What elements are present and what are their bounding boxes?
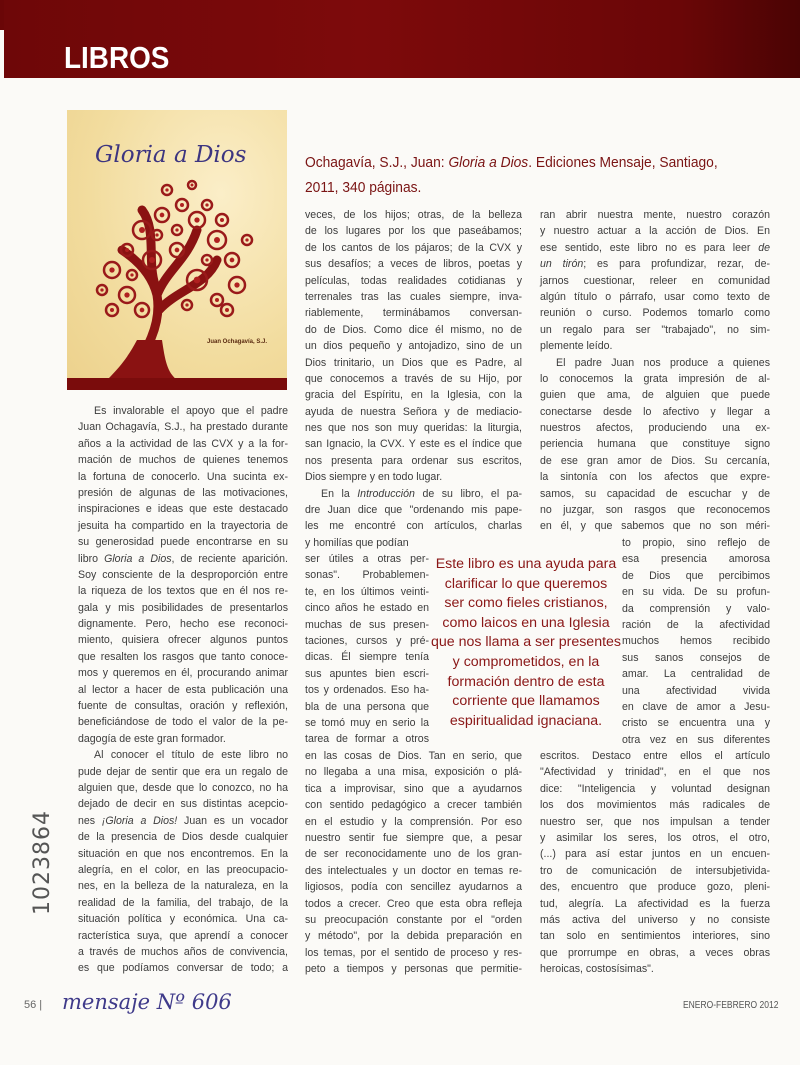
text-line: los temas, por el sentido de proceso y res- [305,946,522,959]
text-line: que prorrumpe en obras, a veces obras [540,946,770,959]
text-line: ran abrir nuestra mente, nuestro corazón [540,209,770,221]
citation-year-pages: 2011, 340 páginas. [305,179,422,196]
text-line: no llegaba a una misa, exposición o plá- [305,766,522,779]
tree-blossom-center-icon [100,288,103,291]
text-line: sus desafíos; a veces de libros, poetas y [305,258,522,271]
text-line: la sintonía con los afectos que expre- [540,471,770,484]
tree-blossom-center-icon [214,237,220,243]
tree-blossom-center-icon [180,203,184,207]
text-line: nes que nos son muy queridas: la liturgia, [305,422,522,435]
citation-title: Gloria a Dios [448,154,529,171]
text-line: plemente leído. [540,340,613,353]
text-line: de ser reconocidamente uno de los gran- [305,848,522,861]
text-line: y asimilar los seres, los otros, el otro, [540,831,770,844]
text-line: un regalo para ser "trabajado", no sim- [540,323,770,336]
text-line: dre Juan dice que "ordenando mis pape- [305,504,522,517]
text-line: nuestro ser, que nos impulsan a tender [540,815,770,828]
pull-quote-line: y comprometidos, en la [452,653,600,670]
text-line: pude dejar de sentir que era un regalo de [78,765,288,778]
text-line: y homilías que podían [305,536,409,549]
text-line: cinco años he estado en [305,602,429,615]
text-line: El padre Juan nos produce a quienes [556,356,770,369]
text-line: veces, de los hijos; otras, de la belleza [305,209,522,221]
text-line: algún título o párrafo, usar como texto de [540,290,770,303]
page-number: 56 | [24,999,43,1011]
text-line: dignamente. Pero, hecho ese reconoci- [78,618,288,631]
text-line: conectarse desde lo afectivo y llegar a [540,405,770,418]
text-line: de la presencia de Dios desde cualquier [78,831,288,844]
text-line: En la Introducción de su libro, el pa- [321,487,522,500]
text-line: otra vez en sus diferentes [622,733,770,746]
text-line: un tirón; es para profundizar, rezar, de- [540,258,770,271]
text-line: que resalten los rasgos que tanto conoce- [78,650,288,663]
text-line: con sentido pedagógico a crecer también [305,799,522,812]
pull-quote-line: espiritualidad ignaciana. [449,712,603,729]
cover-author: Juan Ochagavía, S.J. [207,339,268,345]
text-line: dicas. Él siempre tenía [305,651,429,664]
text-line: la riqueza de los textos que en él nos re- [78,585,288,598]
tree-blossom-center-icon [155,233,158,236]
text-line: periencia humana que constituye signo [540,438,770,451]
text-line: situación en que nos encontremos. En la [78,847,288,860]
book-citation [305,150,737,200]
text-line: muchos hemos recibido [622,635,770,648]
text-line: dejado de decir en sus distintas acepcio- [78,798,288,811]
article-column-2-narrow [305,551,429,748]
text-line: sus sanos consejos de [622,651,770,664]
tree-blossom-center-icon [225,308,229,312]
text-line: la fortuna de conocerlo. Una sucinta ex- [78,470,288,483]
text-line: samos, su capacidad de escuchar y de [540,487,770,500]
text-line: peto a tiempos y personas que permitie- [305,963,522,976]
text-line: alegría, en el color, en las preocupacio- [78,863,288,876]
tree-blossom-center-icon [230,258,235,263]
text-line: san Ignacio, la CVX. Y este es el índice que [305,438,522,451]
text-line: mación de muchos de quienes tenemos [78,454,288,467]
text-line: nuestro sentir fue siempre que, a pesar [305,831,522,844]
pull-quote-line: Este libro es una ayuda para [435,556,617,572]
cover-title: Gloria a Dios [95,142,247,168]
text-line: en su vida. De su profun- [622,586,770,599]
pull-quote-line: que nos llama a ser presentes [430,634,622,651]
text-line: escritos. Destaco entre ellos el artículo [540,750,770,762]
pull-quote [428,555,624,731]
text-line: inspiraciones e ideas que este destacado [78,503,288,516]
text-line: películas, todas realidades cotidianas y [305,274,522,287]
text-line: tud, alegría. La afectividad es la fuerza [540,897,770,910]
text-line: guien que ama, de alguien que puede [540,389,770,402]
text-line: esa presencia amorosa [622,553,770,566]
text-line: presión de algunas de las motivaciones, [78,486,288,499]
text-line: beneficiándose de todo el valor de la pe- [78,716,288,729]
tree-blossom-center-icon [165,188,168,191]
text-line: de Dios que percibimos [622,569,770,582]
text-line: reunión o curso. Podemos tomarlo como [540,307,770,320]
text-line: ración de la afectividad [622,618,770,631]
text-line: te, en los últimos veinti- [305,585,429,598]
tree-blossom-center-icon [125,248,129,252]
text-line: Es invalorable el apoyo que el padre [94,405,288,417]
text-line: una afectividad vivida [622,684,770,697]
archive-number-handwritten: 1023864 [29,810,55,915]
text-line: jarnos cuestionar, releer en comunidad [540,274,770,287]
text-line: terrenales tras las cuales siempre, inva- [305,290,522,303]
book-cover-image [67,110,287,390]
tree-blossom-center-icon [124,292,129,297]
text-line: riablemente, terminábamos conversan- [305,307,522,320]
citation-author: Ochagavía, S.J., Juan: [305,154,449,171]
tree-blossom-center-icon [194,217,199,222]
text-line: dice: "Inteligencia y voluntad designan [540,782,770,795]
text-line: taciones, cursos y pré- [305,634,429,647]
tree-blossom-center-icon [175,228,178,231]
text-line: (...) para así estar juntos en un encuen- [540,848,770,861]
tree-blossom-center-icon [160,213,165,218]
text-line: do de Dios. Como dice él mismo, no de [305,323,522,336]
article-column-1 [78,403,288,977]
tree-blossom-center-icon [149,257,155,263]
text-line: de ese gran amor de Dios. Su cercanía, [540,454,770,467]
text-line: da comprensión y valo- [622,602,770,615]
text-line: des, encuentro que produce gozo, pleni- [540,881,770,894]
issue-date: ENERO-FEBRERO 2012 [683,1000,779,1011]
tree-blossom-center-icon [205,258,208,261]
text-line: no juzgar, son rasgos que reconocemos [540,504,770,517]
text-line: tro de comunicación de intersubjetivida- [540,864,770,877]
text-line: que conocemos a través de su Hijo, por [305,372,522,385]
text-line: nes ¡Gloria a Dios! Juan es un vocador [78,814,289,827]
text-line: en el estudio y la comprensión. Por eso [305,815,522,828]
text-line: ser útiles a otras per- [305,553,429,565]
text-line: es que podíamos conversar de todo; a [78,962,288,975]
text-line: de los cantos de los pájaros; de la CVX y [305,241,522,254]
text-line: tos y ordenados. Eso ha- [305,684,429,697]
text-line: tica a improvisar, sino que a ayudarnos [305,782,522,795]
text-line: gracia del Espíritu, en la Iglesia, con la [305,389,522,402]
article-column-3-narrow [622,535,770,748]
text-line: "Afectividad y trinidad", en el que nos [540,766,770,779]
tree-blossom-center-icon [109,267,114,272]
tree-blossom-center-icon [215,298,219,302]
text-line: libro Gloria a Dios, de reciente aparición. [78,552,288,565]
text-line: y método", por la debida preparación en [305,930,522,943]
text-line: alguien que, desde que lo conozco, no ha [78,781,288,794]
text-line: los dos movimientos más radicales de [540,799,770,812]
tree-blossom-center-icon [234,282,239,287]
text-line: racterística suya, que aprendí a conocer [78,929,288,942]
text-line: al lector a hacer de esta publicación una [78,683,288,696]
tree-illustration [67,110,287,390]
text-line: heroicas, costosísimas". [540,963,654,976]
text-line: nes, en la belleza de la naturaleza, en la [78,880,288,893]
text-line: a través de muchos años de convivencia, [78,945,288,958]
text-line: sonas". Probablemen- [305,569,429,582]
text-line: nuestros afectos, produciendo una ex- [540,422,770,435]
pull-quote-line: clarificar lo que queremos [444,575,608,592]
cover-strip [67,378,287,390]
tree-blossom-center-icon [139,227,145,233]
text-line: tan solo en sentimientos interiores, sino [540,930,770,943]
text-line: dagogía de este gran formador. [78,732,226,745]
text-line: ese sentido, este libro no es para leer de [540,241,770,254]
text-line: Al conocer el título de este libro no [94,749,288,762]
text-line: ligiosos, podía con sencillez ayudarnos a [305,881,522,894]
tree-blossom-center-icon [140,308,145,313]
text-line: gala y mis posibilidades de presentarlos [78,601,288,614]
text-line: y nuestro actuar a la acción de Dios. En [540,225,770,238]
text-line: amar. La centralidad de [622,668,770,681]
text-line: su generosidad puede encontrarse en su [78,536,288,549]
text-line: les me encontré con artículos, charlas [305,520,522,533]
pull-quote-line: corriente que llamamos [452,693,600,710]
pull-quote-line: formación dentro de esta [447,673,605,690]
text-line: jesuita ha compartido en la trayectoria de [78,519,288,532]
text-line: en él, y que sabemos que no son méri- [540,520,770,533]
text-line: muchas de sus presen- [305,618,429,631]
text-line: Juan Ochagavía, S.J., ha prestado durante [78,421,288,434]
text-line: fuente de consultas, oración y reflexión, [78,700,288,713]
citation-publisher: . Ediciones Mensaje, Santiago, [528,154,718,171]
text-line: lo conocemos la grata impresión de al- [540,372,770,385]
text-line: mos y queremos en él, procurando animar [78,667,288,680]
text-line: bla de una persona que [305,700,429,713]
text-line: su preocupación constante por el "orden [305,913,522,926]
text-line: en las cosas de Dios. Tan en serio, que [305,750,522,762]
tree-blossom-center-icon [130,273,133,276]
text-line: Dios siempre y en todo lugar. [305,471,443,484]
tree-blossom-center-icon [220,218,224,222]
text-line: miento, quisiera ofrecer algunos puntos [78,634,288,647]
text-line: un dios pequeño y antojadizo, sino de un [305,340,522,353]
text-line: de los lugares por los que paseábamos; [305,225,522,238]
text-line: años a la actividad de las CVX y a la for- [78,437,288,450]
tree-blossom-center-icon [175,248,180,253]
text-line: ayuda de nuestra Señora y de mediacio- [305,405,522,418]
text-line: des intelectuales y un doctor en temas re- [305,864,522,877]
text-line: Dios trinitario, un Dios que es Padre, al [305,356,522,369]
text-line: sus apuntes bien escri- [305,667,429,680]
article-column-2-bottom [305,748,522,977]
text-line: tarea de formar a otros [305,733,429,746]
handwritten-issue-note: mensaje Nº 606 [62,990,232,1014]
tree-blossom-center-icon [185,303,188,306]
text-line: realidad de la familia, del trabajo, de la [78,896,288,909]
article-column-3-top [540,207,770,535]
text-line: Soy consciente de la desproporción entre [78,568,288,581]
tree-blossom-center-icon [194,277,201,284]
text-line: to propio, sino reflejo de [622,537,770,549]
text-line: se tomó muy en serio la [305,716,429,729]
text-line: todos a crecer. Creo que esta obra refleja [305,897,522,910]
text-line: cristo se encuentra una y [622,717,770,730]
pull-quote-line: ser como fieles cristianos, [444,595,608,612]
text-line: situación política y económica. Una ca- [78,913,288,926]
text-line: más activa del universo y no consiste [540,913,770,926]
tree-blossom-center-icon [245,238,248,241]
section-title: LIBROS [64,40,170,75]
pull-quote-line: como laicos en una Iglesia [442,614,610,631]
text-line: en clave de amor a Jesu- [622,700,770,713]
tree-blossom-center-icon [110,308,114,312]
article-column-3-bottom [540,748,770,977]
article-column-2-top [305,207,522,551]
tree-blossom-center-icon [205,203,208,206]
tree-blossom-center-icon [191,184,194,187]
text-line: nos presenta para ordenar sus escritos, [305,454,522,467]
